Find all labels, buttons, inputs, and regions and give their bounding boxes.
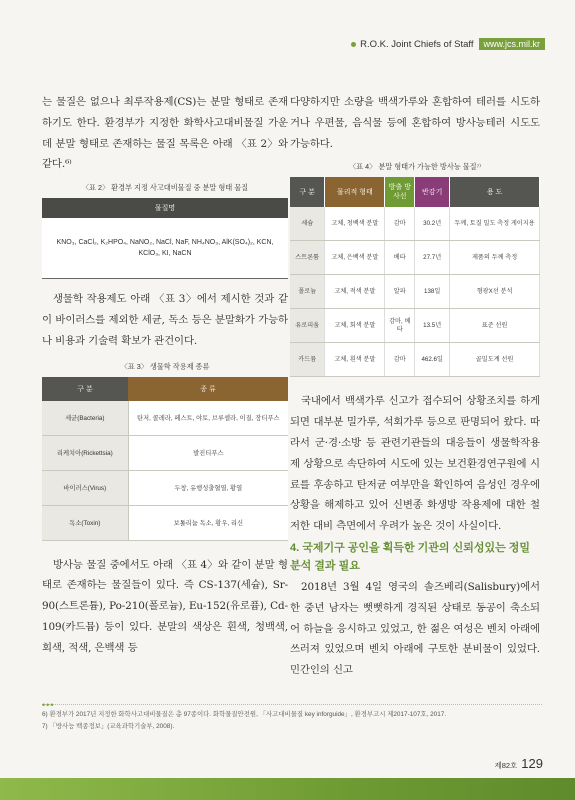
table4-cell: 폴로늄 bbox=[290, 275, 325, 309]
table4-cell: 스트론튬 bbox=[290, 241, 325, 275]
running-header bbox=[351, 38, 545, 50]
table-row bbox=[290, 207, 540, 241]
issue-number: 제82호 bbox=[494, 761, 518, 770]
table3-header: 구 분 bbox=[42, 377, 128, 401]
left-paragraph-3: 방사능 물질 중에서도 아래 〈표 4〉와 같이 분말 형태로 존재하는 물질들이 있다. 즉 CS-137(세슘), Sr-90(스트론튬), Po-210(폴로늄), Eu-152(유로퓸), Cd-109(카드뮴) 등이 있다. 분말의 색상은 흰색, 청백색, 회색, 적색, 은백색 등 bbox=[42, 558, 288, 654]
table3-cell: 바이러스(Virus) bbox=[42, 470, 128, 505]
table4-header: 구 분 bbox=[290, 177, 325, 207]
right-paragraph-1: 다양하지만 소량을 백색가루와 혼합하여 테러를 시도하거나 우편물, 음식물 등에 혼합하여 방사능테러 시도도 가능하다. bbox=[290, 96, 540, 150]
table4-header: 반감기 bbox=[415, 177, 450, 207]
table-row bbox=[290, 343, 540, 377]
footnotes bbox=[42, 700, 542, 733]
table4-cell: 30.2년 bbox=[415, 207, 450, 241]
table3-cell: 보톨리늄 독소, 황우, 리신 bbox=[128, 505, 288, 540]
table2 bbox=[42, 198, 288, 279]
table-row bbox=[290, 275, 540, 309]
table4-cell: 고체, 청백색 분말 bbox=[325, 207, 385, 241]
table4-cell: 138일 bbox=[415, 275, 450, 309]
table2-caption: 〈표 2〉 환경부 지정 사고대비물질 중 분말 형태 물질 bbox=[81, 183, 249, 193]
table4-cell: 13.5년 bbox=[415, 309, 450, 343]
table2-header: 물질명 bbox=[42, 198, 288, 218]
table4-cell: 알파 bbox=[385, 275, 415, 309]
table2-cell: KNO₃, CaCl₂, K₂HPO₄, NaNO₂, NaCl, NaF, NH₄NO₃, AlK(SO₄)₂, KCN, KClO₃, KI, NaCN bbox=[42, 218, 288, 279]
left-paragraph-1: 는 물질은 없으나 최루작용제(CS)는 분말 형태로 존재하기도 한다. 환경부가 지정한 화학사고대비물질 가운데 분말 형태로 존재하는 물질 목록은 아래 〈표 2〉와 같다.⁶⁾ bbox=[42, 96, 288, 171]
right-column bbox=[290, 92, 540, 681]
table4-cell: 유로피움 bbox=[290, 309, 325, 343]
table3-cell: 탄저, 콜레라, 페스트, 야토, 브루셀라, 이질, 장티푸스 bbox=[128, 401, 288, 436]
table4-cell: 두께, 토질 밀도 측정 게이지용 bbox=[450, 207, 540, 241]
table4-cell: 세슘 bbox=[290, 207, 325, 241]
table4-cell: 표준 선원 bbox=[450, 309, 540, 343]
table4-cell: 제품의 두께 측정 bbox=[450, 241, 540, 275]
table4-cell: 고체, 흰색 분말 bbox=[325, 343, 385, 377]
header-url[interactable]: www.jcs.mil.kr bbox=[479, 38, 546, 50]
table4-cell: 고체, 적색 분말 bbox=[325, 275, 385, 309]
header-org: R.O.K. Joint Chiefs of Staff bbox=[360, 38, 474, 50]
table4-cell: 감마, 베타 bbox=[385, 309, 415, 343]
table-row bbox=[290, 241, 540, 275]
table-row bbox=[42, 401, 288, 436]
table4-header: 방출 방사선 bbox=[385, 177, 415, 207]
table4-cell: 감마 bbox=[385, 343, 415, 377]
section-heading: 4. 국제기구 공인을 획득한 기관의 신뢰성있는 정밀분석 결과 필요 bbox=[290, 541, 531, 572]
footnote-dots-icon: ••• bbox=[42, 700, 55, 710]
footnote-6: 6) 환경부가 2017년 지정한 화학사고대비물질은 총 97종이다. 화학물질안전원, 「사고대비물질 key inforguide」, 환경부고시 제2017-107호, 2017. bbox=[42, 711, 447, 718]
table4-cell: 카드뮴 bbox=[290, 343, 325, 377]
table4-cell: 고체, 은백색 분말 bbox=[325, 241, 385, 275]
table-row bbox=[290, 309, 540, 343]
table4-cell: 감마 bbox=[385, 207, 415, 241]
table3-cell: 리케치아(Rickettsia) bbox=[42, 435, 128, 470]
table3-cell: 독소(Toxin) bbox=[42, 505, 128, 540]
footer-bar bbox=[0, 778, 575, 800]
table4-cell: 형광X선 분석 bbox=[450, 275, 540, 309]
table3-cell: 두창, 유행성출혈열, 황열 bbox=[128, 470, 288, 505]
table-row bbox=[42, 470, 288, 505]
table4-cell: 베타 bbox=[385, 241, 415, 275]
page-footer bbox=[494, 756, 543, 771]
page-number: 129 bbox=[521, 756, 543, 771]
table3 bbox=[42, 377, 288, 541]
table3-caption: 〈표 3〉 생물학 작용제 종류 bbox=[120, 361, 210, 371]
table4-header: 물리적 형태 bbox=[325, 177, 385, 207]
table4-header: 용 도 bbox=[450, 177, 540, 207]
table4 bbox=[290, 177, 540, 377]
table3-cell: 세균(Bacteria) bbox=[42, 401, 128, 436]
table4-cell: 고체, 회색 분말 bbox=[325, 309, 385, 343]
right-paragraph-2: 국내에서 백색가루 신고가 접수되어 상황조치를 하게 되면 대부분 밀가루, 석회가루 등으로 판명되어 왔다. 따라서 군·경·소방 등 관련기관들의 대응들이 생물학작용제 상황으로 속단하여 시도에 있는 보건환경연구원에 시료를 후송하고 탄저균 여부만을 확인하여 음성인 경우에 상황을 해제하고 있어 신변종 화생방 작용제에 대한 철저한 대비 측면에서 우려가 높은 것이 사실이다. bbox=[290, 395, 540, 533]
table4-cell: 27.7년 bbox=[415, 241, 450, 275]
right-paragraph-3: 2018년 3월 4일 영국의 솔즈베리(Salisbury)에서 한 중년 남자는 뻣뻣하게 경직된 상태로 동공이 축소되어 하늘을 응시하고 있었고, 한 젊은 여성은 벤치 아래에 쓰러져 있었으며 벤치 아래에 구토한 분비물이 있었다. 민간인의 신고 bbox=[290, 580, 540, 677]
left-paragraph-2: 생물학 작용제도 아래 〈표 3〉에서 제시한 것과 같이 바이러스를 제외한 세균, 독소 등은 분말화가 가능하나 비용과 기술력 확보가 관건이다. bbox=[42, 293, 288, 347]
bullet-icon bbox=[351, 42, 356, 47]
table3-cell: 발진티푸스 bbox=[128, 435, 288, 470]
table-row bbox=[42, 435, 288, 470]
table3-header: 종 류 bbox=[128, 377, 288, 401]
table4-caption: 〈표 4〉 분말 형태가 가능한 방사능 물질⁷⁾ bbox=[349, 162, 481, 172]
footnote-7: 7) 「방사능 백종정보」(교육과학기술부, 2008). bbox=[42, 723, 175, 730]
table4-cell: 462.6일 bbox=[415, 343, 450, 377]
left-column bbox=[42, 92, 288, 659]
table4-cell: 골밀도계 선원 bbox=[450, 343, 540, 377]
table-row bbox=[42, 505, 288, 540]
